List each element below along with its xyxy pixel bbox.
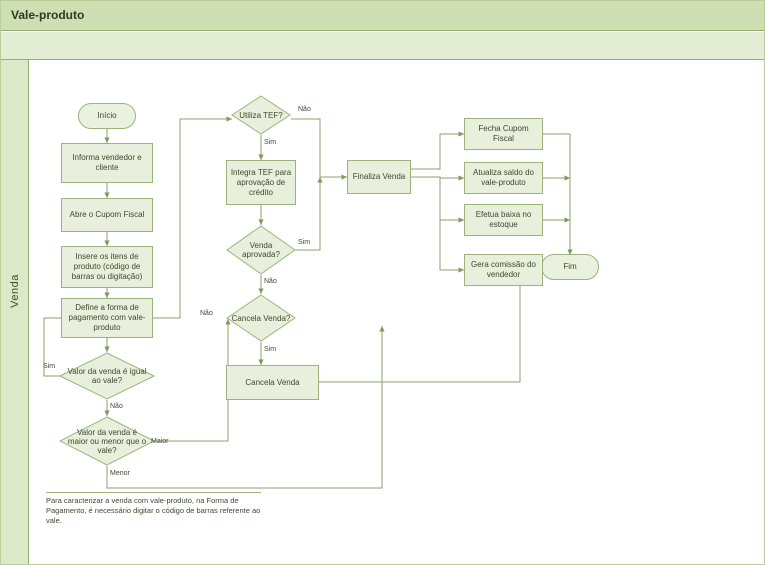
node-cancela-venda-decision-label: Cancela Venda? xyxy=(231,313,291,323)
edge-label-igual-sim: Sim xyxy=(43,363,56,370)
window-title-bar xyxy=(1,1,765,31)
node-valor-maior-menor-decision xyxy=(59,416,155,466)
swimlane-venda xyxy=(1,60,29,565)
node-valor-igual-decision xyxy=(59,352,155,400)
node-utiliza-tef-label: Utiliza TEF? xyxy=(239,110,283,120)
node-start xyxy=(78,103,136,129)
node-insere-itens-label: Insere os itens de produto (código de barras ou digitação) xyxy=(71,252,143,281)
node-integra-tef-label: Integra TEF para aprovação de crédito xyxy=(230,167,292,197)
footnote: Para caracterizar a venda com vale-produto, na Forma de Pagamento, é necessário digitar o código de barras referente ao vale. xyxy=(46,492,261,526)
node-cancela-venda-decision xyxy=(226,294,296,342)
node-gera-comissao-label: Gera comissão do vendedor xyxy=(471,260,536,279)
node-start-label: Início xyxy=(97,111,117,120)
flowchart-canvas xyxy=(30,60,765,565)
edge-label-maior: Maior xyxy=(151,438,169,445)
node-define-forma-pagamento-label: Define a forma de pagamento com vale-produto xyxy=(68,303,146,332)
header-band xyxy=(1,32,765,60)
node-integra-tef xyxy=(226,160,296,205)
edge-label-tef-nao: Não xyxy=(298,106,311,113)
page-title: Vale-produto xyxy=(11,8,85,22)
node-fecha-cupom-label: Fecha Cupom Fiscal xyxy=(478,124,529,143)
node-venda-aprovada-decision xyxy=(226,225,296,275)
edge-label-aprovada-sim: Sim xyxy=(298,239,311,246)
node-cancela-venda-label: Cancela Venda xyxy=(245,377,300,387)
node-valor-igual-label: Valor da venda é igual ao vale? xyxy=(67,367,147,385)
node-efetua-baixa xyxy=(464,204,543,236)
node-gera-comissao xyxy=(464,254,543,286)
node-valor-maior-menor-label: Valor da venda é maior ou menor que o vale? xyxy=(67,427,147,455)
node-informa-vendedor xyxy=(61,143,153,183)
node-venda-aprovada-label: Venda aprovada? xyxy=(242,241,280,259)
node-abre-cupom-label: Abre o Cupom Fiscal xyxy=(69,210,145,219)
node-end-label: Fim xyxy=(563,262,577,271)
node-define-forma-pagamento xyxy=(61,298,153,338)
node-atualiza-saldo-label: Atualiza saldo do vale-produto xyxy=(473,168,534,187)
edge-label-menor: Menor xyxy=(110,470,130,477)
node-cancela-venda xyxy=(226,365,319,400)
edge-label-cancela-nao: Não xyxy=(200,310,213,317)
node-end xyxy=(541,254,599,280)
node-fecha-cupom xyxy=(464,118,543,150)
edge-label-igual-nao: Não xyxy=(110,403,123,410)
edge-label-tef-sim: Sim xyxy=(264,139,277,146)
edge-label-aprovada-nao: Não xyxy=(264,278,277,285)
node-finaliza-venda xyxy=(347,160,411,194)
node-efetua-baixa-label: Efetua baixa no estoque xyxy=(475,210,532,229)
node-abre-cupom xyxy=(61,198,153,232)
node-insere-itens xyxy=(61,246,153,288)
swimlane-label: Venda xyxy=(9,274,21,308)
node-utiliza-tef-decision xyxy=(231,95,291,135)
node-atualiza-saldo xyxy=(464,162,543,194)
node-finaliza-venda-label: Finaliza Venda xyxy=(352,172,406,181)
node-informa-vendedor-label: Informa vendedor e cliente xyxy=(72,153,142,172)
edge-label-cancela-sim: Sim xyxy=(264,346,277,353)
